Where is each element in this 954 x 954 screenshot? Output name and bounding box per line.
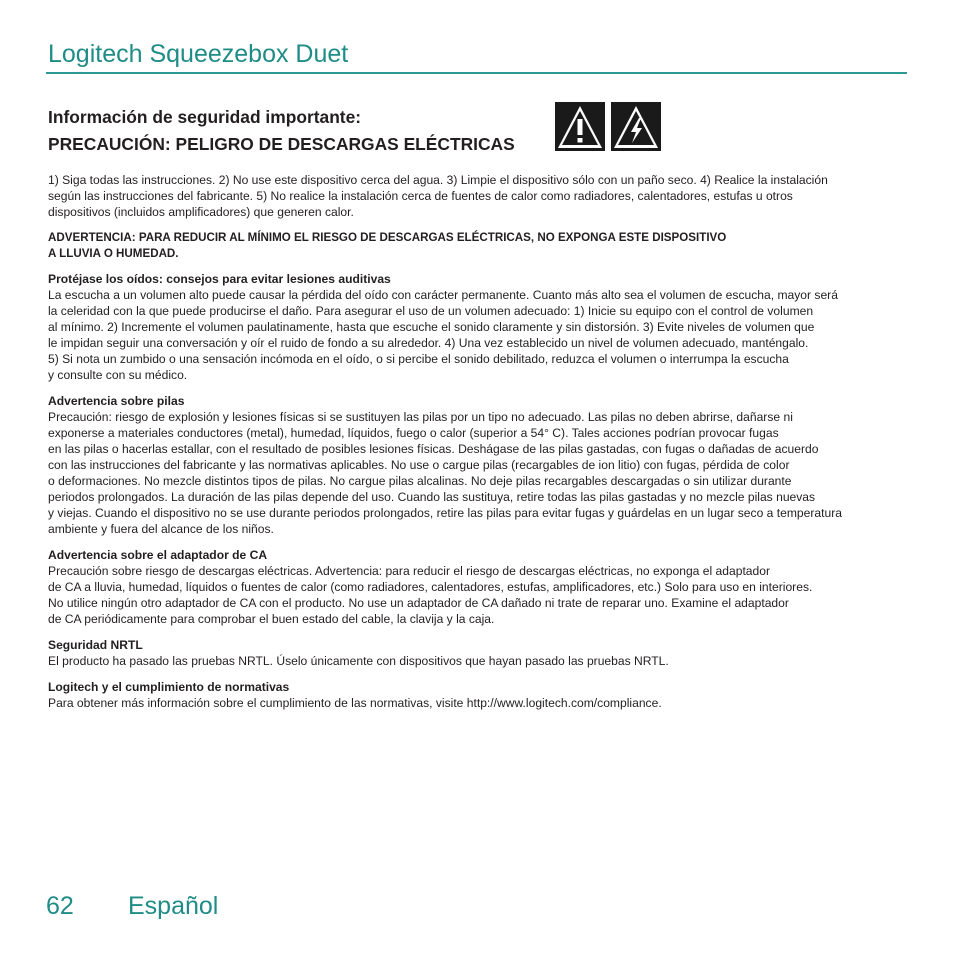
section-body: Para obtener más información sobre el cumplimiento de las normativas, visite http://www.logitech.com/compliance. — [48, 696, 662, 710]
section-body: Precaución sobre riesgo de descargas eléctricas. Advertencia: para reducir el riesgo de descargas eléctricas, no exponga el adaptador de CA a lluvia, humedad, líquidos o fuentes de calor (como radiadores, calentadores, estufas, amplificadores, etc.) Solo para uso en interiores. No utilice ningún otro adaptador de CA con el producto. No use un adaptador de CA dañado ni trate de reparar uno. Examine el adaptador de CA periódicamente para comprobar el buen estado del cable, la clavija y la caja. — [48, 564, 813, 626]
safety-heading — [48, 104, 515, 158]
section-batteries — [48, 393, 910, 537]
section-title: Logitech y el cumplimiento de normativas — [48, 680, 290, 694]
section-body: La escucha a un volumen alto puede causar la pérdida del oído con carácter permanente. Cuanto más alto sea el volumen de escucha, mayor será la celeridad con la que puede producirse el daño. Para asegurar el uso de un volumen adecuado: 1) Inicie su equipo con el control de volumen al mínimo. 2) Incremente el volumen paulatinamente, hasta que escuche el sonido claramente y sin distorsión. 3) Evite niveles de volumen que le impidan seguir una conversación y oír el ruido de fondo a su alrededor. 4) Una vez establecido un nivel de volumen adecuado, manténgalo. 5) Si nota un zumbido o una sensación incómoda en el oído, o si percibe el sonido debilitado, reduzca el volumen o interrumpa la escucha y consulte con su médico. — [48, 288, 838, 382]
section-title: Protéjase los oídos: consejos para evitar lesiones auditivas — [48, 272, 391, 286]
document-body — [48, 172, 910, 721]
warning-icons — [555, 102, 661, 151]
section-nrtl — [48, 637, 910, 669]
exclamation-warning-icon — [555, 102, 605, 151]
lightning-warning-icon — [611, 102, 661, 151]
intro-text: 1) Siga todas las instrucciones. 2) No use este dispositivo cerca del agua. 3) Limpie el dispositivo sólo con un paño seco. 4) Realice la instalación según las instrucciones del fabricante. 5) No realice la instalación cerca de fuentes de calor como radiadores, calentadores, estufas u otros dispositivos (incluidos amplificadores) que generen calor. — [48, 173, 828, 219]
intro-instructions — [48, 172, 910, 220]
document-title: Logitech Squeezebox Duet — [48, 40, 349, 68]
section-body: El producto ha pasado las pruebas NRTL. Úselo únicamente con dispositivos que hayan pasado las pruebas NRTL. — [48, 654, 669, 668]
section-body: Precaución: riesgo de explosión y lesiones físicas si se sustituyen las pilas por un tipo no adecuado. Las pilas no deben abrirse, dañarse ni exponerse a materiales conductores (metal), humedad, líquidos, fuego o calor (superior a 54° C). Tales acciones podrían provocar fugas en las pilas o hacerlas estallar, con el resultado de posibles lesiones físicas. Deshágase de las pilas gastadas, con fugas o dañadas de acuerdo con las instrucciones del fabricante y las normativas aplicables. No use o cargue pilas (recargables de ion litio) con fugas, pérdida de color o deformaciones. No mezcle distintos tipos de pilas. No cargue pilas alcalinas. No deje pilas recargables descargadas o sin utilizar durante periodos prolongados. La duración de las pilas depende del uso. Cuando las sustituya, retire todas las pilas gastadas y no mezcle pilas nuevas y viejas. Cuando el dispositivo no se use durante periodos prolongados, retire las pilas para evitar fugas y guárdelas en un lugar seco a temperatura ambiente y fuera del alcance de los niños. — [48, 410, 842, 536]
section-hearing — [48, 271, 910, 383]
safety-heading-line1: Información de seguridad importante: — [48, 107, 362, 127]
section-compliance — [48, 679, 910, 711]
section-title: Seguridad NRTL — [48, 638, 143, 652]
page-language: Español — [128, 892, 219, 920]
section-ac-adapter — [48, 547, 910, 627]
safety-heading-line2: PRECAUCIÓN: PELIGRO DE DESCARGAS ELÉCTRICAS — [48, 134, 515, 154]
page-number: 62 — [46, 892, 74, 920]
title-divider — [46, 72, 907, 74]
shock-warning: ADVERTENCIA: PARA REDUCIR AL MÍNIMO EL RIESGO DE DESCARGAS ELÉCTRICAS, NO EXPONGA ESTE DISPOSITIVO A LLUVIA O HUMEDAD. — [48, 231, 727, 260]
section-title: Advertencia sobre el adaptador de CA — [48, 548, 268, 562]
section-title: Advertencia sobre pilas — [48, 394, 185, 408]
